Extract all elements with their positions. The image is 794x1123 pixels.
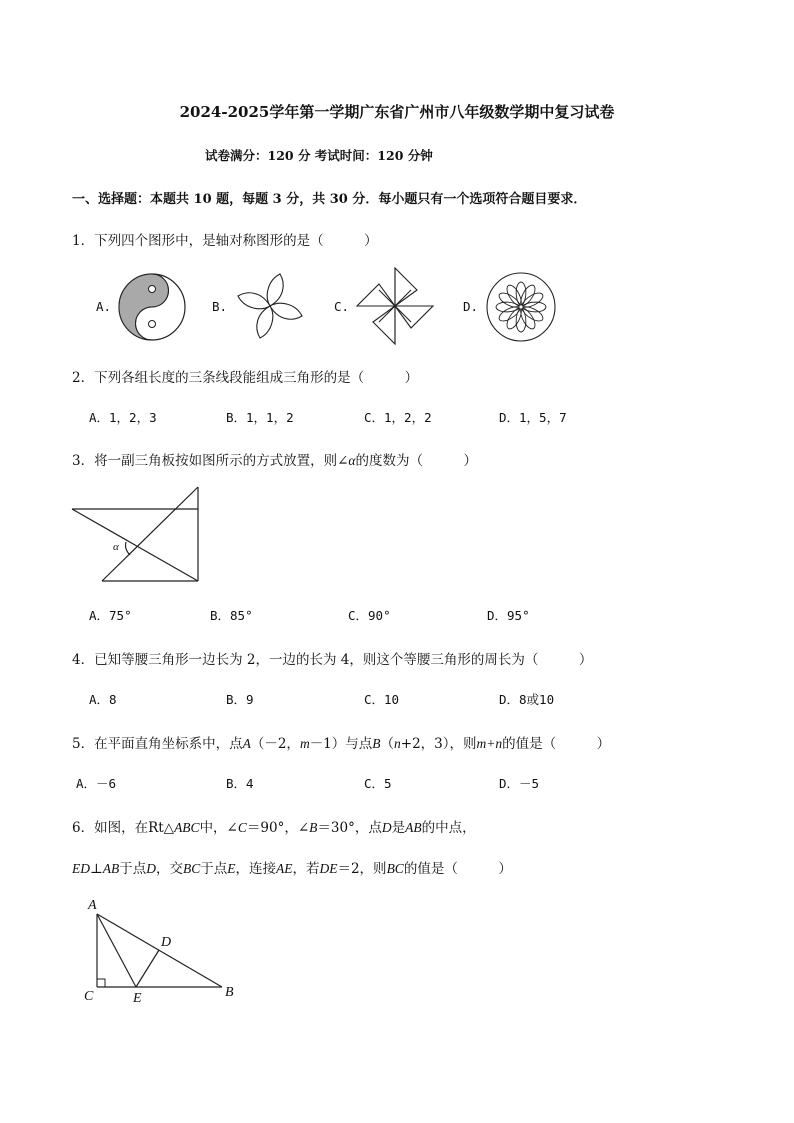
q3-option-b[interactable]: B．85° — [210, 608, 253, 623]
section-heading: 一、选择题：本题共 10 题，每题 3 分，共 30 分．每小题只有一个选项符合题目要求． — [72, 192, 587, 207]
q4-option-a[interactable]: A．8 — [89, 692, 117, 707]
question-2-stem: 2．下列各组长度的三条线段能组成三角形的是（ ） — [72, 370, 419, 386]
vertex-d-label: D — [161, 935, 172, 950]
q3-option-a[interactable]: A．75° — [89, 608, 132, 623]
flower-circle-figure — [485, 271, 557, 343]
right-triangle-figure — [80, 900, 230, 1000]
q1-option-c-label: C. — [334, 299, 350, 314]
question-1-stem: 1．下列四个图形中，是轴对称图形的是（ ） — [72, 233, 378, 249]
alpha-angle-label: α — [113, 541, 119, 553]
q2-option-a[interactable]: A．1，2，3 — [89, 410, 157, 425]
question-3-stem: 3．将一副三角板按如图所示的方式放置，则∠α的度数为（ ） — [72, 453, 477, 469]
q3-option-d[interactable]: D．95° — [487, 608, 530, 623]
petal-pinwheel-figure — [234, 268, 306, 344]
set-square-figure — [70, 485, 202, 585]
q2-option-b[interactable]: B．1，1，2 — [226, 410, 294, 425]
exam-info: 试卷满分：120 分 考试时间：120 分钟 — [205, 148, 433, 163]
q5-option-a[interactable]: A．－6 — [76, 776, 117, 791]
q4-option-d[interactable]: D．8或10 — [499, 692, 555, 707]
page-title: 2024-2025学年第一学期广东省广州市八年级数学期中复习试卷 — [179, 103, 615, 121]
yin-yang-figure — [118, 273, 186, 341]
question-5-stem: 5．在平面直角坐标系中，点A（－2，m－1）与点B（n+2，3），则m+n的值是（ ） — [72, 736, 611, 752]
vertex-e-label: E — [133, 991, 142, 1006]
q2-option-d[interactable]: D．1，5，7 — [499, 410, 567, 425]
q5-option-c[interactable]: C．5 — [364, 776, 392, 791]
q5-option-b[interactable]: B．4 — [226, 776, 254, 791]
q1-option-b-label: B. — [212, 299, 228, 314]
q4-option-b[interactable]: B．9 — [226, 692, 254, 707]
question-6-stem-line2: ED⊥AB于点D，交BC于点E，连接AE，若DE＝2，则BC的值是（ ） — [72, 861, 512, 877]
question-4-stem: 4．已知等腰三角形一边长为 2，一边的长为 4，则这个等腰三角形的周长为（ ） — [72, 652, 593, 668]
q4-option-c[interactable]: C．10 — [364, 692, 400, 707]
q5-option-d[interactable]: D．－5 — [499, 776, 540, 791]
q2-option-c[interactable]: C．1，2，2 — [364, 410, 432, 425]
pinwheel-figure — [355, 266, 435, 346]
vertex-a-label: A — [88, 898, 97, 913]
q1-option-d-label: D. — [463, 299, 479, 314]
vertex-b-label: B — [225, 985, 234, 1000]
vertex-c-label: C — [84, 989, 94, 1004]
q3-option-c[interactable]: C．90° — [348, 608, 391, 623]
question-6-stem-line1: 6．如图，在Rt△ABC中，∠C＝90°，∠B＝30°，点D是AB的中点， — [72, 820, 476, 836]
q1-option-a-label: A. — [96, 299, 112, 314]
